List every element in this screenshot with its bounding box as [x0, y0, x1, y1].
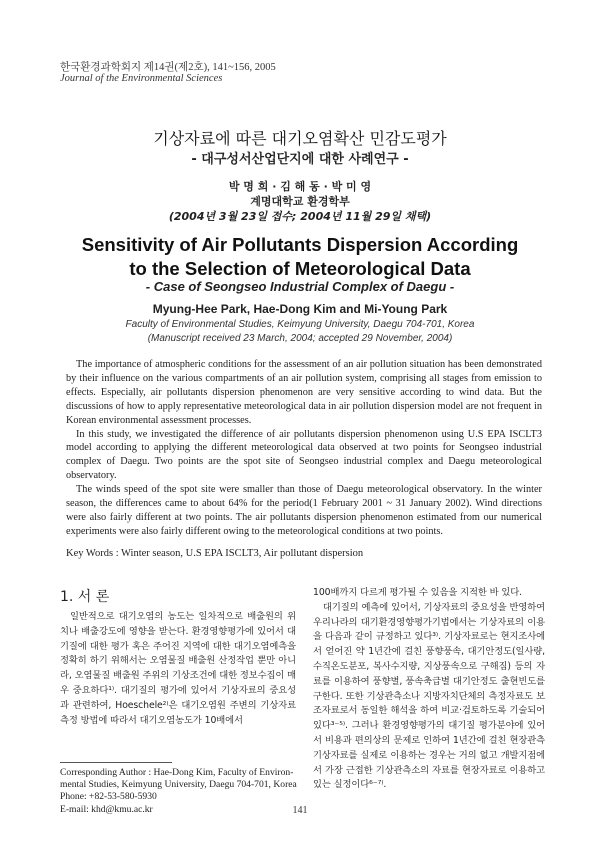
korean-dates: (2004년 3월 23일 접수; 2004년 11월 29일 채택) [168, 210, 432, 223]
body-left-column [60, 586, 296, 728]
abstract-paragraph-3: The winds speed of the spot site were smaller than those of Daegu meteorological observatory. In the winter season, the differences came to about 64% for the period(1 February 2001 ~ 31 January 2002). Wind directions were also fairly different at two points. The air pollutants dispersion phenomenon estimated from our numerical experiments were also fairly different owing to the meteorological conditions at two points. [66, 484, 542, 537]
english-title [0, 233, 600, 281]
footnote-email: E-mail: khd@kmu.ac.kr [60, 803, 153, 815]
manuscript-dates: (Manuscript received 23 March, 2004; accepted 29 November, 2004) [147, 333, 453, 344]
body-paragraph: 대기질의 예측에 있어서, 기상자료의 중요성을 반영하여 우리나라의 대기환경영향평가기법에서는 기상자료의 이용을 다음과 같이 규정하고 있다³⁾. 기상자료로는 현지조사에서 얻어진 약 1년간에 걸친 풍향풍속, 대기안정도(일사량, 수직온도분포, 복사수지량, 지상풍속으로 구해짐) 등의 자료를 이용하여 풍향별, 풍속축급별 대기안정도 출현빈도를 구한다. 또한 기상관측소나 지방자치단체의 측정자료도 보조자료로서 동일한 해석을 하여 비교·검토하도록 기술되어 있다³⁻⁵⁾. 그러나 환경영향평가의 대기질 평가분야에 있어서 비용과 편의상의 문제로 인하여 1년간에 걸친 현장관측 기상자료를 실제로 이용하는 경우는 거의 없고 개발지점에서 가장 근접한 기상관측소의 자료를 현장자료로 이용하고 있는 실정이다⁶⁻⁷⁾. [313, 601, 545, 791]
section-heading-introduction: 1. 서 론 [60, 589, 110, 605]
english-title-line2: to the Selection of Meteorological Data [129, 258, 471, 279]
english-affiliation: Faculty of Environmental Studies, Keimyung University, Daegu 704-701, Korea [125, 319, 475, 330]
abstract [66, 358, 542, 539]
korean-affiliation: 계명대학교 환경학부 [250, 195, 350, 208]
english-authors: Myung-Hee Park, Hae-Dong Kim and Mi-Young Park [152, 302, 448, 316]
abstract-paragraph-1: The importance of atmospheric conditions for the assessment of an air pollution situation has been demonstrated by their influence on the various compartments of an air pollution system, comprising all stages from emission to effects. Especially, air pollutants dispersion phenomenon are very sensitive according to wind data. But the discussions of how to apply representative meteorological data in air pollution dispersion model are not frequent in Korean environmental assessment processes. [66, 359, 542, 426]
journal-name: Journal of the Environmental Sciences [60, 73, 223, 84]
footnote-line: mental Studies, Keimyung University, Daegu 704-701, Korea [60, 779, 297, 791]
footnote-phone: Phone: +82-53-580-5930 [60, 791, 157, 803]
abstract-paragraph-2: In this study, we investigated the difference of air pollutants dispersion phenomenon using U.S EPA ISCLT3 model according to applying the different meteorological data observed at two points for Seongseo industrial complex of Daegu. Two points are the spot site of Seongseo industrial complex and Daegu meteorological observatory. [66, 428, 542, 482]
journal-citation: 한국환경과학회지 제14권(제2호), 141~156, 2005 [60, 62, 276, 73]
keywords: Key Words : Winter season, U.S EPA ISCLT3, Air pollutant dispersion [66, 548, 364, 559]
page-number: 141 [292, 805, 308, 816]
body-right-column [313, 586, 545, 793]
korean-subtitle: - 대구성서산업단지에 대한 사례연구 - [191, 152, 409, 167]
english-title-line1: Sensitivity of Air Pollutants Dispersion According [81, 234, 519, 255]
english-subtitle: - Case of Seongseo Industrial Complex of Daegu - [145, 279, 455, 294]
korean-authors: 박 명 희 · 김 해 동 · 박 미 영 [228, 180, 372, 193]
body-paragraph: 일반적으로 대기오염의 농도는 일차적으로 배출원의 위치나 배출강도에 영향을 받는다. 환경영향평가에 있어서 대기질에 대한 평가 혹은 주어진 지역에 대한 대기오염예측을 정확히 하기 위해서는 오염물질 배출원 산정작업 뿐만 아니라, 오염물질 배출원 주위의 기상조건에 대한 정보수집이 매우 중요하다¹⁾. 대기질의 평가에 있어서 기상자료의 중요성과 관련하여, Hoeschele²⁾은 대기오염원 주변의 기상자료 측정 방법에 따라서 대기오염농도가 10배에서 [60, 611, 296, 726]
body-paragraph: 100배까지 다르게 평가될 수 있음을 지적한 바 있다. [313, 587, 523, 598]
korean-title: 기상자료에 따른 대기오염확산 민감도평가 [153, 129, 447, 148]
footnote-line: Corresponding Author : Hae-Dong Kim, Faculty of Environ- [60, 767, 294, 778]
footnote-separator [60, 762, 172, 763]
